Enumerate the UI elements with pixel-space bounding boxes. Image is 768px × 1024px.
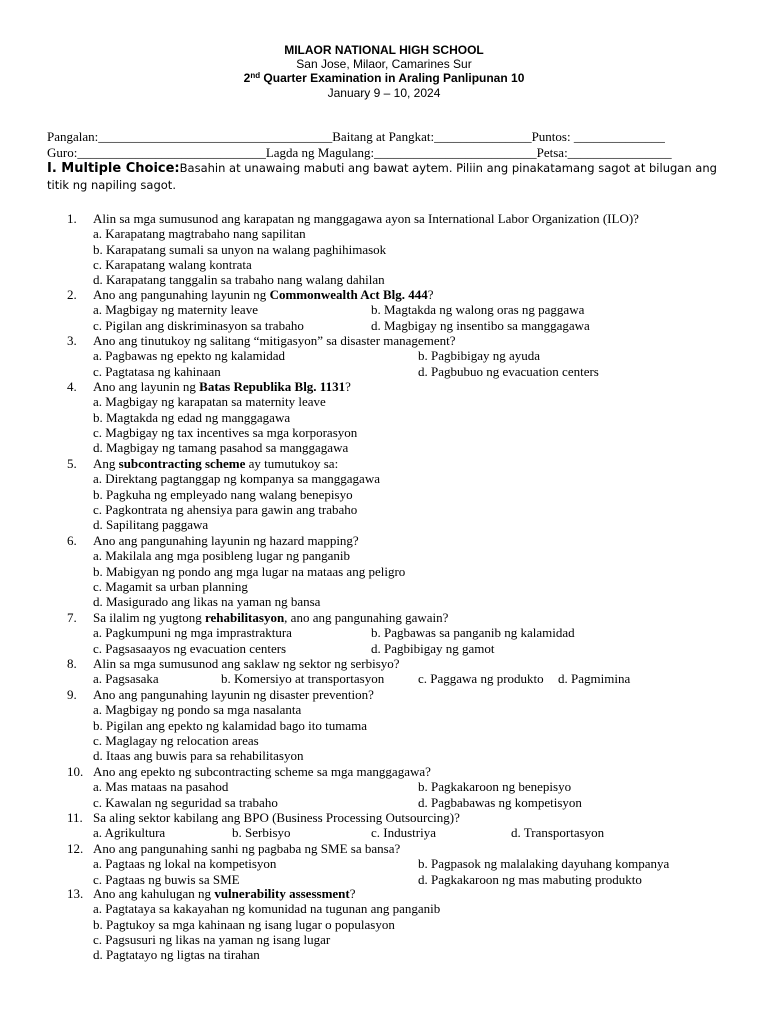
answer-choice: c. Pigilan ang diskriminasyon sa trabaho (93, 317, 304, 333)
question-text: Ano ang tinutukoy ng salitang “mitigasyon” sa disaster management? (93, 333, 456, 348)
answer-choice: b. Mabigyan ng pondo ang mga lugar na mataas ang peligro (93, 563, 406, 579)
instructions-text: Basahin at unawaing mabuti ang bawat aytem. Piliin ang pinakatamang sagot at bilugan ang titik ng napiling sagot. (47, 161, 717, 192)
answer-choice: d. Karapatang tanggalin sa trabaho nang walang dahilan (93, 272, 385, 288)
answer-choice: d. Itaas ang buwis para sa rehabilitasyon (93, 748, 304, 764)
answer-choice: d. Pagbubuo ng evacuation centers (418, 363, 599, 379)
question-text: Ang subcontracting scheme ay tumutukoy sa: (93, 456, 339, 471)
answer-choice: d. Pagtatayo ng ligtas na tirahan (93, 947, 260, 963)
answer-choice: b. Pagkakaroon ng benepisyo (418, 779, 572, 795)
answer-choice: d. Transportasyon (511, 825, 605, 841)
answer-choice: a. Agrikultura (93, 825, 166, 841)
question-number: 9. (67, 687, 77, 702)
answer-choice: a. Direktang pagtanggap ng kompanya sa manggagawa (93, 471, 380, 487)
question-keyword: Batas Republika Blg. 1131 (199, 379, 346, 394)
answer-choice: b. Karapatang sumali sa unyon na walang paghihimasok (93, 241, 387, 257)
question-keyword: subcontracting scheme (118, 456, 246, 471)
question-text: Ano ang pangunahing layunin ng disaster prevention? (93, 687, 374, 702)
answer-choice: c. Maglagay ng relocation areas (93, 732, 259, 748)
question-keyword: vulnerability assessment (214, 886, 350, 901)
answer-choice: d. Masigurado ang likas na yaman ng bansa (93, 594, 321, 610)
answer-choice: a. Karapatang magtrabaho nang sapilitan (93, 226, 306, 242)
teacher-info-line: Guro:_____________________________Lagda ng Magulang:_________________________Petsa:________________ (47, 145, 672, 160)
answer-choice: c. Industriya (371, 825, 436, 841)
question-text: Ano ang pangunahing layunin ng Commonwealth Act Blg. 444? (93, 287, 434, 302)
question-number: 13. (67, 886, 84, 901)
exam-title: 2nd Quarter Examination in Araling Panlipunan 10 (243, 71, 525, 85)
answer-choice: b. Pagbawas sa panganib ng kalamidad (371, 625, 575, 641)
question-number: 4. (67, 379, 77, 394)
question-number: 5. (67, 456, 77, 471)
answer-choice: a. Pagkumpuni ng mga imprastraktura (93, 625, 292, 641)
answer-choice: a. Pagsasaka (93, 671, 159, 687)
answer-choice: a. Pagtaas ng lokal na kompetisyon (93, 856, 277, 872)
question-text: Sa ilalim ng yugtong rehabilitasyon, ano ang pangunahing gawain? (93, 610, 449, 625)
answer-choice: a. Pagbawas ng epekto ng kalamidad (93, 348, 286, 364)
answer-choice: a. Magbigay ng pondo sa mga nasalanta (93, 702, 302, 718)
answer-choice: b. Magtakda ng edad ng manggagawa (93, 409, 291, 425)
answer-choice: d. Magbigay ng insentibo sa manggagawa (371, 317, 590, 333)
answer-choice: b. Pagtukoy sa mga kahinaan ng isang lugar o populasyon (93, 916, 395, 932)
question-text: Ano ang layunin ng Batas Republika Blg. 1131? (93, 379, 351, 394)
answer-choice: a. Pagtataya sa kakayahan ng komunidad na tugunan ang panganib (93, 901, 441, 917)
answer-choice: b. Serbisyo (232, 825, 291, 841)
question-text: Ano ang pangunahing sanhi ng pagbaba ng SME sa bansa? (93, 841, 401, 856)
question-text: Ano ang pangunahing layunin ng hazard mapping? (93, 533, 359, 548)
answer-choice: d. Pagbibigay ng gamot (371, 640, 495, 656)
answer-choice: d. Pagkakaroon ng mas mabuting produkto (418, 871, 642, 887)
question-number: 6. (67, 533, 77, 548)
answer-choice: b. Magtakda ng walong oras ng paggawa (371, 302, 585, 318)
answer-choice: b. Pigilan ang epekto ng kalamidad bago ito tumama (93, 717, 368, 733)
question-text: Alin sa mga sumusunod ang saklaw ng sektor ng serbisyo? (93, 656, 400, 671)
exam-date: January 9 – 10, 2024 (327, 86, 441, 100)
answer-choice: d. Pagbabawas ng kompetisyon (418, 794, 582, 810)
question-number: 11. (67, 810, 83, 825)
question-text: Ano ang epekto ng subcontracting scheme sa mga manggagawa? (93, 764, 431, 779)
answer-choice: c. Paggawa ng produkto (418, 671, 544, 687)
school-name: MILAOR NATIONAL HIGH SCHOOL (284, 43, 484, 57)
answer-choice: c. Magbigay ng tax incentives sa mga korporasyon (93, 424, 358, 440)
answer-choice: b. Pagkuha ng empleyado nang walang benepisyo (93, 486, 353, 502)
question-text: Alin sa mga sumusunod ang karapatan ng manggagawa ayon sa International Labor Organization (ILO)? (93, 211, 639, 226)
question-text: Ano ang kahulugan ng vulnerability assessment? (93, 886, 356, 901)
answer-choice: d. Sapilitang paggawa (93, 517, 209, 533)
question-number: 2. (67, 287, 77, 302)
answer-choice: c. Pagtatasa ng kahinaan (93, 363, 221, 379)
answer-choice: c. Magamit sa urban planning (93, 578, 248, 594)
question-number: 8. (67, 656, 77, 671)
answer-choice: c. Pagkontrata ng ahensiya para gawin ang trabaho (93, 501, 358, 517)
answer-choice: c. Pagtaas ng buwis sa SME (93, 871, 240, 887)
question-text: Sa aling sektor kabilang ang BPO (Business Processing Outsourcing)? (93, 810, 460, 825)
question-number: 7. (67, 610, 77, 625)
question-keyword: rehabilitasyon (204, 610, 285, 625)
answer-choice: c. Kawalan ng seguridad sa trabaho (93, 794, 278, 810)
answer-choice: a. Magbigay ng maternity leave (93, 302, 258, 318)
question-number: 3. (67, 333, 77, 348)
question-number: 10. (67, 764, 84, 779)
answer-choice: c. Pagsasaayos ng evacuation centers (93, 640, 287, 656)
answer-choice: a. Mas mataas na pasahod (93, 779, 229, 795)
answer-choice: b. Komersiyo at transportasyon (221, 671, 385, 687)
answer-choice: d. Pagmimina (558, 671, 631, 687)
question-number: 12. (67, 841, 84, 856)
answer-choice: d. Magbigay ng tamang pasahod sa manggagawa (93, 440, 349, 456)
question-number: 1. (67, 211, 77, 226)
answer-choice: a. Makilala ang mga posibleng lugar ng panganib (93, 548, 351, 564)
answer-choice: a. Magbigay ng karapatan sa maternity leave (93, 394, 326, 410)
question-keyword: Commonwealth Act Blg. 444 (269, 287, 428, 302)
answer-choice: c. Pagsusuri ng likas na yaman ng isang lugar (93, 931, 331, 947)
school-address: San Jose, Milaor, Camarines Sur (296, 57, 472, 71)
section-instructions (47, 160, 737, 193)
answer-choice: c. Karapatang walang kontrata (93, 256, 252, 272)
student-info-line: Pangalan:____________________________________Baitang at Pangkat:_______________Puntos: ______________ (47, 129, 665, 144)
answer-choice: b. Pagbibigay ng ayuda (418, 348, 541, 364)
section-title: I. Multiple Choice: (47, 161, 180, 176)
answer-choice: b. Pagpasok ng malalaking dayuhang kompanya (418, 856, 670, 872)
